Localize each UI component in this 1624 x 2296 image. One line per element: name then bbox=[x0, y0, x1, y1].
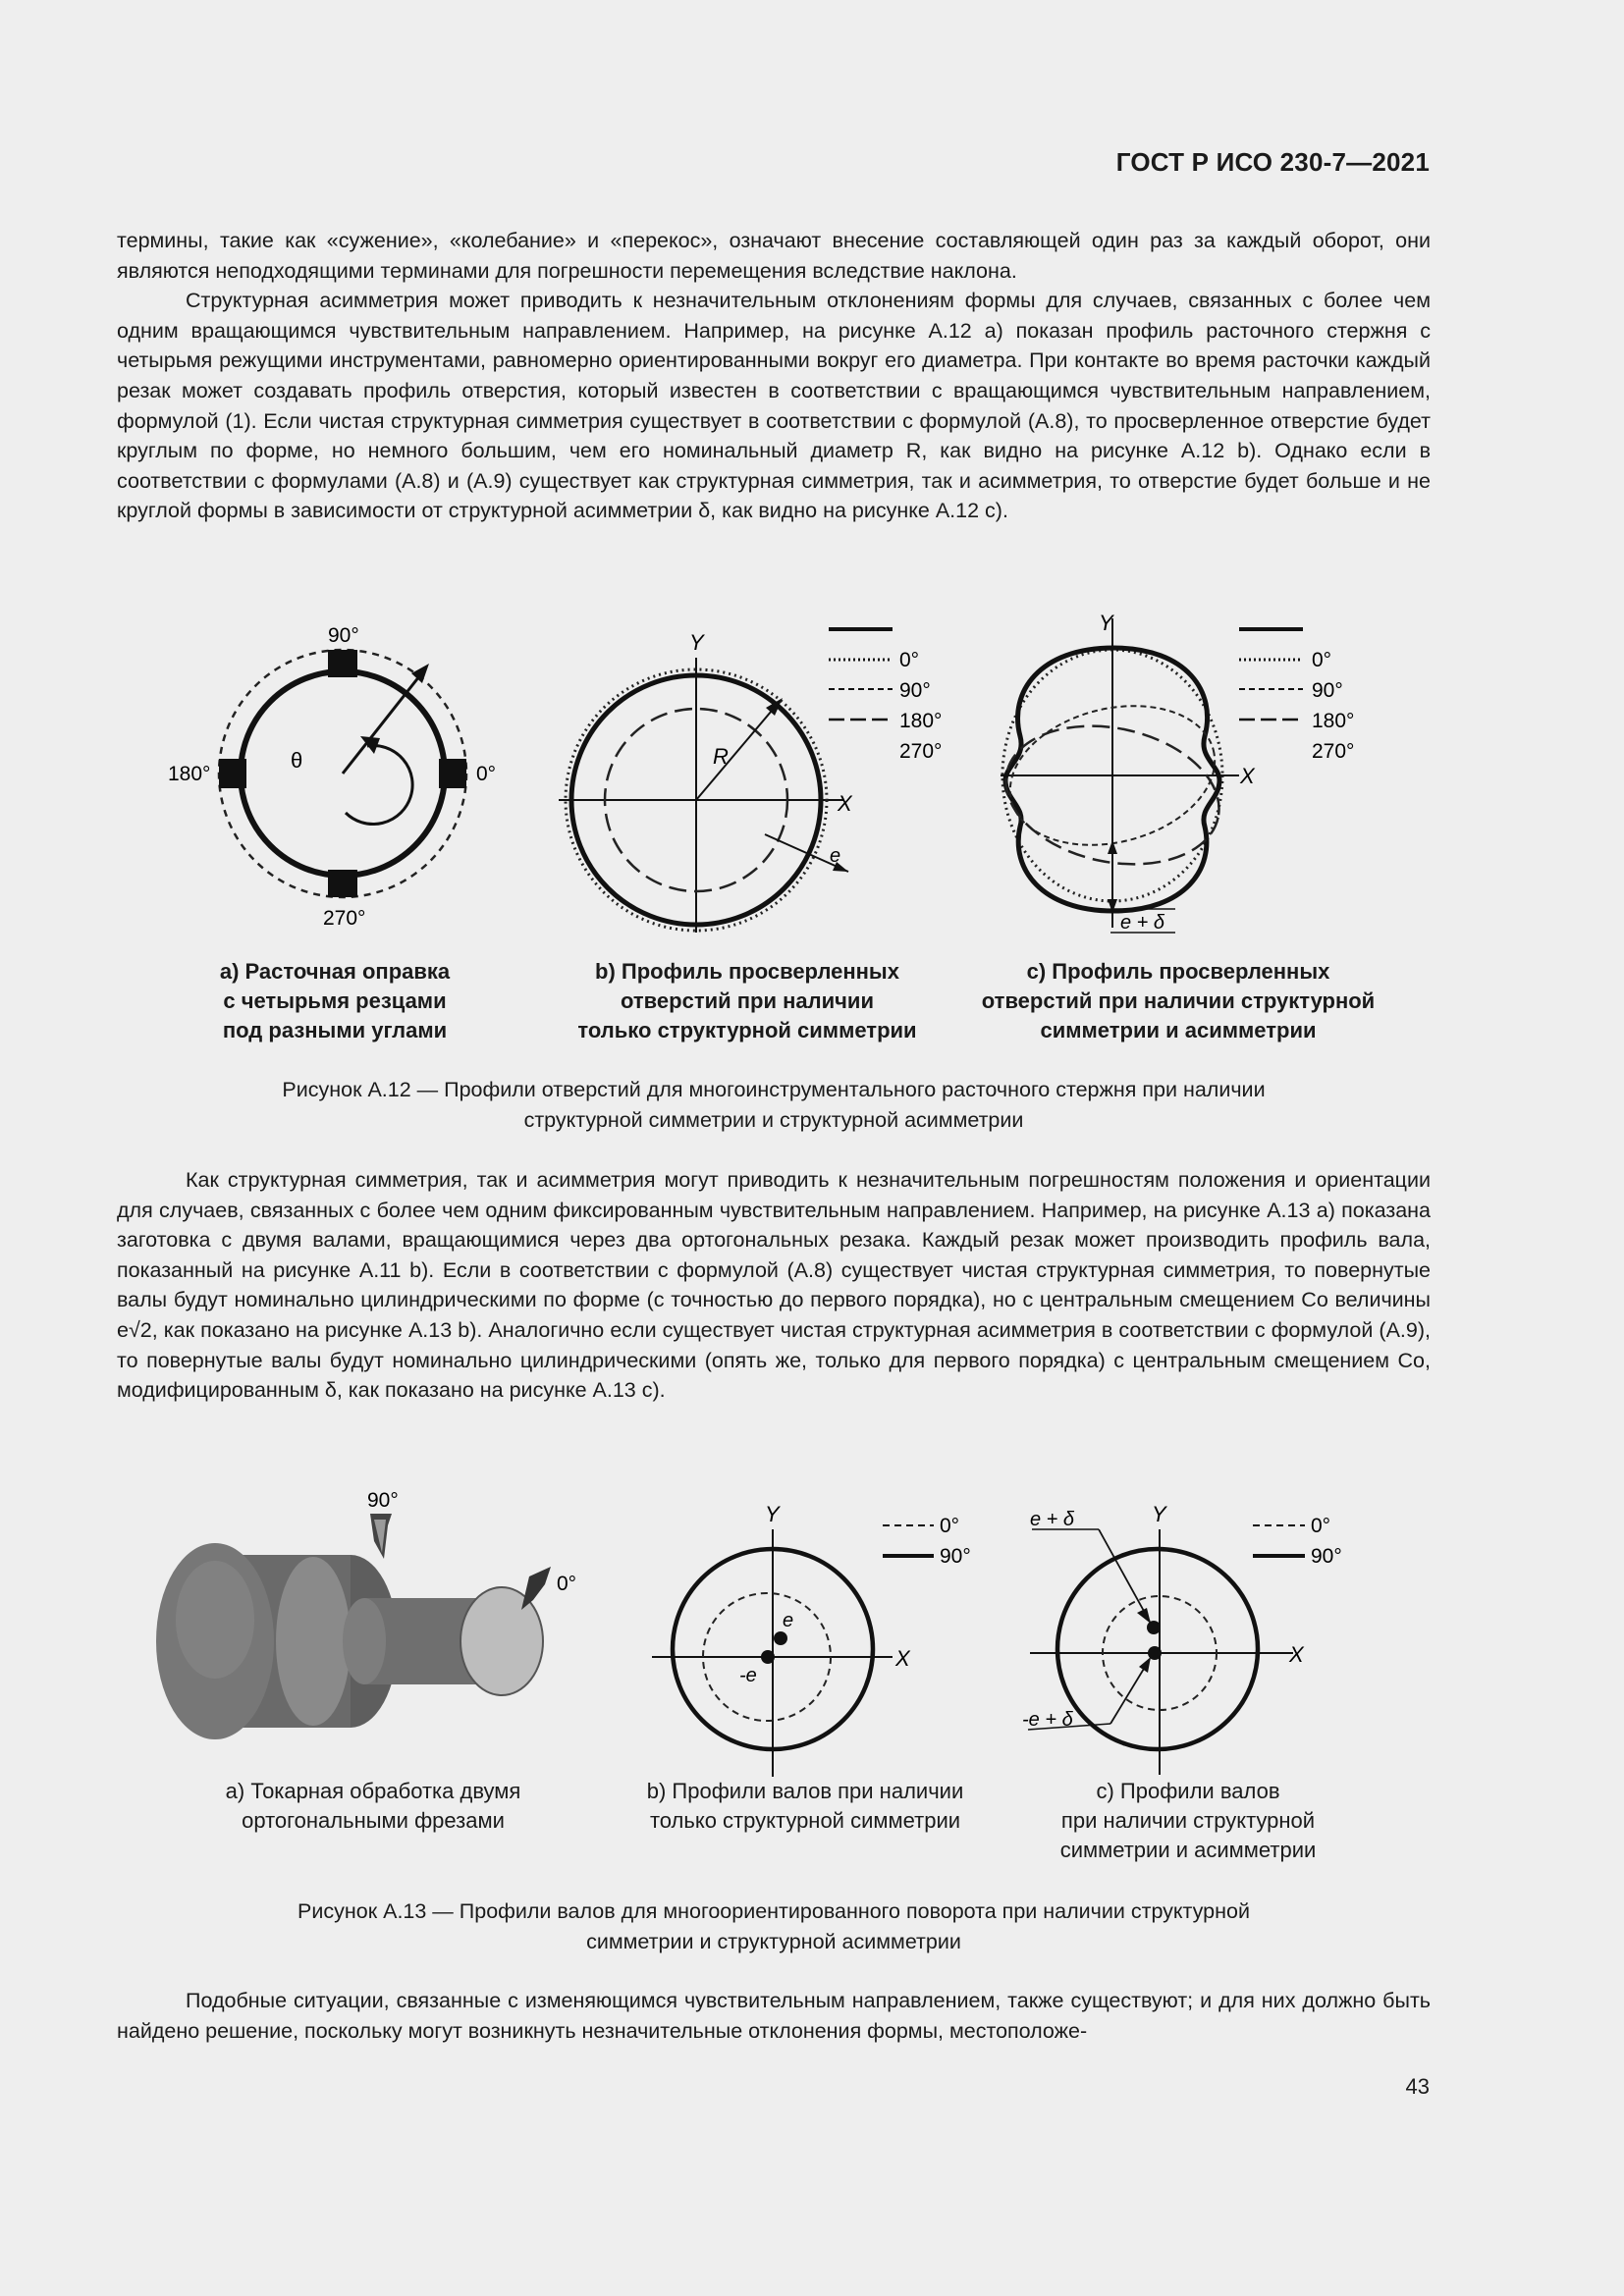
paragraph-3: Как структурная симметрия, так и асимметрия могут приводить к незначительным погрешностям положения и ориентации для случаев, связанных с более чем одним фиксированным чувствительным направлением. Например, на рисунке А.13 а) показана заготовка с двумя валами, вращающимися через два ортогональных резака. Каждый резак может производить профиль вала, показанный на рисунке А.11 b). Если в соответствии с формулой (А.8) существует чистая структурная симметрия, то повернутые валы будут номинально цилиндрическими по форме (с точностью до первого порядка), но с центральным смещением Cо величины e√2, как показано на рисунке А.13 b). Аналогично если существует чистая структурная асимметрия в соответствии с формулой (А.9), то повернутые валы будут номинально цилиндрическими (опять же, только для первого порядка) с центральным смещением Cо, модифицированным δ, как показано на рисунке А.13 с). bbox=[117, 1168, 1431, 1403]
closing-text bbox=[117, 1986, 1431, 2046]
paragraph-2: Структурная асимметрия может приводить к незначительным отклонениям формы для случаев, связанных с более чем одним вращающимся чувствительным направлением. Например, на рисунке А.12 а) показан профиль расточного стержня с четырьмя режущими инструментами, равномерно ориентированными вокруг его диаметра. При контакте во время расточки каждый резак может создавать профиль отверстия, который известен в соответствии с вращающимся чувствительным направлением, формулой (1). Если чистая структурная симметрия существует в соответствии с формулой (А.8), то просверленное отверстие будет круглым по форме, но немного большим, чем его номинальный диаметр R, как видно на рисунке А.12 b). Однако если в соответствии с формулами (А.8) и (А.9) существует как структурная симметрия, так и асимметрия, то отверстие будет больше и не круглой формы в зависимости от структурной асимметрии δ, как видно на рисунке А.12 с). bbox=[117, 289, 1431, 523]
label-270: 270° bbox=[323, 907, 366, 930]
fig13b-subcaption: b) Профили валов при наличии только структурной симметрии bbox=[646, 1779, 964, 1833]
fig12a-subcaption: а) Расточная оправка с четырьмя резцами под разными углами bbox=[219, 959, 451, 1042]
axis-y: Y bbox=[689, 630, 704, 655]
label-0: 0° bbox=[476, 763, 497, 785]
fig12c-legend bbox=[1239, 629, 1354, 763]
fig12c-hole-profile bbox=[993, 611, 1256, 934]
axis-x: X bbox=[1240, 764, 1255, 788]
theta-symbol: θ bbox=[291, 748, 303, 773]
e-label: e bbox=[783, 1610, 794, 1631]
figure-a13-drawing bbox=[117, 1482, 1431, 1777]
fig13b-shaft-profiles bbox=[652, 1502, 911, 1777]
axis-y: Y bbox=[1099, 611, 1113, 635]
cutter-90 bbox=[328, 650, 357, 677]
minus-e-label: -e bbox=[739, 1665, 757, 1686]
fig13b-legend bbox=[883, 1515, 971, 1568]
fig13a-subcaption: а) Токарная обработка двумя ортогональными фрезами bbox=[225, 1779, 521, 1833]
figure-a12-caption: Рисунок А.12 — Профили отверстий для многоинструментального расточного стержня при наличии структурной симметрии и структурной асимметрии bbox=[282, 1078, 1266, 1132]
fig12b-hole-profile bbox=[559, 630, 853, 933]
label-180: 180° bbox=[168, 763, 211, 785]
cutter-270 bbox=[328, 870, 357, 897]
axis-y: Y bbox=[765, 1502, 780, 1526]
svg-text:0°: 0° bbox=[1312, 649, 1332, 671]
svg-text:270°: 270° bbox=[899, 740, 943, 763]
offset-label: e bbox=[830, 845, 841, 867]
center-e bbox=[774, 1631, 787, 1645]
fig12c-subcaption: с) Профиль просверленных отверстий при наличии структурной симметрии и асимметрии bbox=[981, 959, 1376, 1042]
axis-y: Y bbox=[1152, 1502, 1166, 1526]
svg-text:0°: 0° bbox=[899, 649, 920, 671]
svg-text:90°: 90° bbox=[1311, 1545, 1342, 1568]
paragraph-4: Подобные ситуации, связанные с изменяющимся чувствительным направлением, также существуют; и для них должно быть найдено решение, поскольку могут возникнуть незначительные отклонения формы, местоположе- bbox=[117, 1989, 1431, 2043]
document-header: ГОСТ Р ИСО 230-7—2021 bbox=[1115, 147, 1430, 177]
cutter-180 bbox=[219, 759, 246, 788]
svg-text:180°: 180° bbox=[1312, 710, 1355, 732]
axis-x: X bbox=[895, 1646, 910, 1671]
label-90: 90° bbox=[367, 1489, 399, 1512]
label-0: 0° bbox=[557, 1573, 577, 1595]
svg-text:90°: 90° bbox=[899, 679, 931, 702]
svg-text:90°: 90° bbox=[940, 1545, 971, 1568]
center-e-plus-delta bbox=[1147, 1621, 1161, 1634]
e-plus-delta-label: e + δ bbox=[1030, 1509, 1075, 1530]
middle-text bbox=[117, 1165, 1431, 1406]
svg-text:0°: 0° bbox=[1311, 1515, 1331, 1537]
paragraph-1: термины, такие как «сужение», «колебание» и «перекос», означают внесение составляющей один раз за каждый оборот, они являются неподходящими терминами для погрешности перемещения вследствие наклона. bbox=[117, 229, 1431, 283]
svg-text:180°: 180° bbox=[899, 710, 943, 732]
svg-text:90°: 90° bbox=[1312, 679, 1343, 702]
label-90: 90° bbox=[328, 624, 359, 647]
fig12a-boring-bar bbox=[168, 624, 496, 930]
axis-x: X bbox=[838, 791, 852, 816]
page-number: 43 bbox=[1405, 2074, 1430, 2099]
fig12b-legend bbox=[829, 629, 942, 763]
svg-text:0°: 0° bbox=[940, 1515, 960, 1537]
svg-text:270°: 270° bbox=[1312, 740, 1355, 763]
axis-x: X bbox=[1289, 1642, 1304, 1667]
minus-e-plus-delta-label: -e + δ bbox=[1022, 1709, 1073, 1731]
fig13c-shaft-profiles bbox=[1022, 1502, 1305, 1775]
fig13c-legend bbox=[1253, 1515, 1342, 1568]
radius-label: R bbox=[713, 744, 729, 769]
fig13c-subcaption: с) Профили валов при наличии структурной симметрии и асимметрии bbox=[1059, 1779, 1317, 1862]
cutter-0 bbox=[439, 759, 466, 788]
figure-a12-drawing bbox=[117, 599, 1431, 942]
fig13a-turning-workpiece bbox=[156, 1489, 576, 1739]
center-minus-e bbox=[761, 1650, 775, 1664]
intro-text bbox=[117, 226, 1431, 526]
fig12b-subcaption: b) Профиль просверленных отверстий при наличии только структурной симметрии bbox=[577, 959, 917, 1042]
figure-a13-caption: Рисунок А.13 — Профили валов для многоориентированного поворота при наличии структурной симметрии и структурной асимметрии bbox=[298, 1899, 1250, 1953]
e-plus-delta-label: e + δ bbox=[1120, 912, 1165, 934]
